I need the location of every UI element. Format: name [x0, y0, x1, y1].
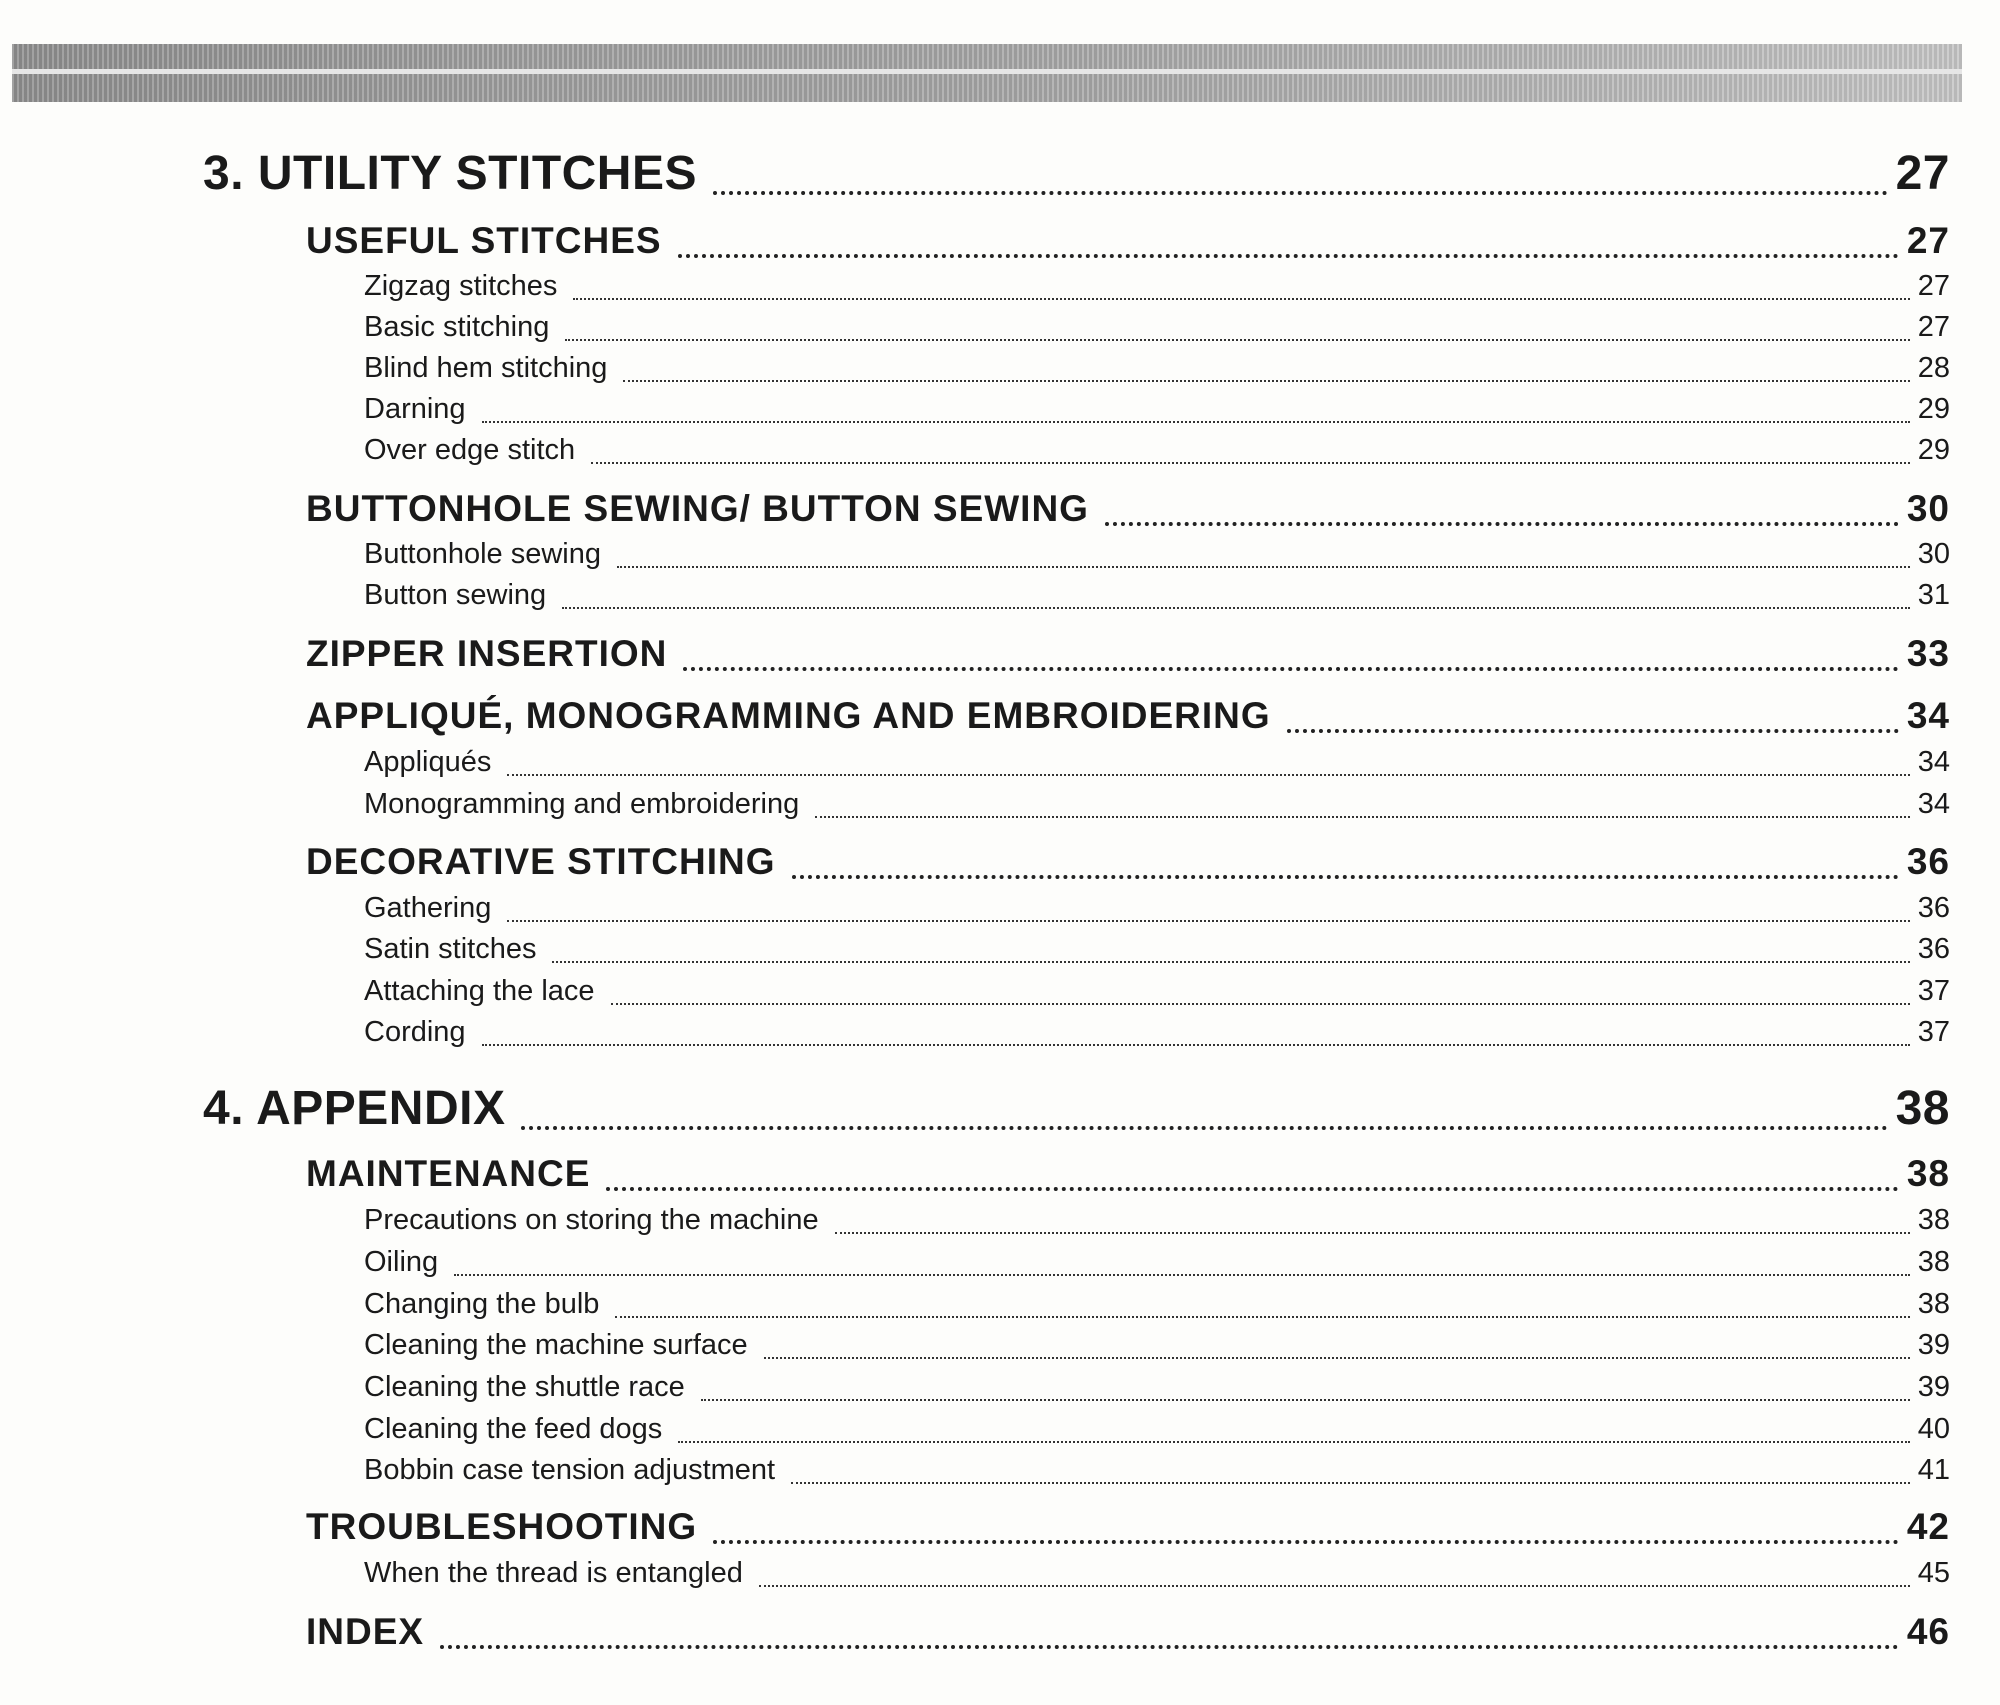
toc-page-number: 39 — [1917, 1329, 1950, 1361]
toc-page-number: 31 — [1917, 579, 1950, 611]
toc-item-title: Attaching the lace — [364, 975, 595, 1007]
toc-item-title: Blind hem stitching — [364, 352, 608, 384]
dot-leader — [606, 1153, 1898, 1199]
toc-page-number: 36 — [1917, 933, 1950, 965]
dot-leader — [1105, 488, 1899, 534]
toc-item-title: Button sewing — [364, 579, 547, 611]
toc-item[interactable] — [364, 1371, 1950, 1407]
toc-page-number: 33 — [1906, 633, 1950, 674]
toc-section[interactable] — [306, 1506, 1950, 1552]
dot-leader — [815, 788, 1910, 824]
toc-section[interactable] — [306, 841, 1950, 887]
toc-item[interactable] — [364, 933, 1950, 969]
dot-leader — [573, 270, 1909, 306]
toc-page-number: 30 — [1906, 488, 1950, 529]
toc-item[interactable] — [364, 434, 1950, 470]
toc-item-title: Buttonhole sewing — [364, 538, 601, 570]
dot-leader — [683, 633, 1898, 679]
toc-page-number: 38 — [1917, 1288, 1950, 1320]
toc-chapter-title: 4. APPENDIX — [203, 1082, 506, 1135]
toc-page-number: 29 — [1917, 434, 1950, 466]
dot-leader — [713, 1506, 1899, 1552]
toc-item-title: Over edge stitch — [364, 434, 576, 466]
toc-item[interactable] — [364, 1413, 1950, 1449]
toc-page-number: 37 — [1917, 975, 1950, 1007]
dot-leader — [678, 220, 1899, 266]
toc-item-title: Appliqués — [364, 746, 492, 778]
dot-leader — [792, 841, 1899, 887]
dot-leader — [562, 579, 1910, 615]
toc-item[interactable] — [364, 788, 1950, 824]
toc-section-title: TROUBLESHOOTING — [306, 1506, 698, 1547]
toc-page-number: 30 — [1917, 538, 1950, 570]
toc-item-title: Zigzag stitches — [364, 270, 558, 302]
dot-leader — [759, 1557, 1910, 1593]
toc-section-title: USEFUL STITCHES — [306, 220, 662, 261]
toc-page-number: 34 — [1917, 746, 1950, 778]
toc-page-number: 41 — [1917, 1454, 1950, 1486]
toc-page-number: 38 — [1895, 1082, 1950, 1135]
dot-leader — [482, 393, 1910, 429]
toc-page-number: 28 — [1917, 352, 1950, 384]
toc-page-number: 36 — [1917, 892, 1950, 924]
dot-leader — [482, 1016, 1910, 1052]
dot-leader — [591, 434, 1910, 470]
dot-leader — [552, 933, 1909, 969]
toc-page-number: 39 — [1917, 1371, 1950, 1403]
dot-leader — [764, 1329, 1910, 1365]
toc-item-title: Satin stitches — [364, 933, 537, 965]
toc-item-title: Precautions on storing the machine — [364, 1204, 819, 1236]
toc-section[interactable] — [306, 220, 1950, 266]
toc-item-title: Darning — [364, 393, 466, 425]
dot-leader — [1287, 695, 1899, 741]
dot-leader — [678, 1413, 1909, 1449]
toc-item-title: Changing the bulb — [364, 1288, 600, 1320]
toc-item-title: Bobbin case tension adjustment — [364, 1454, 776, 1486]
dot-leader — [617, 538, 1910, 574]
dot-leader — [440, 1611, 1899, 1657]
toc-item[interactable] — [364, 975, 1950, 1011]
toc-item[interactable] — [364, 1288, 1950, 1324]
dot-leader — [507, 892, 1909, 928]
toc-section-title: MAINTENANCE — [306, 1153, 591, 1194]
toc-item[interactable] — [364, 311, 1950, 347]
toc-item[interactable] — [364, 1329, 1950, 1365]
toc-page-number: 46 — [1906, 1611, 1950, 1652]
toc-item-title: Monogramming and embroidering — [364, 788, 800, 820]
toc-section-title: APPLIQUÉ, MONOGRAMMING AND EMBROIDERING — [306, 695, 1271, 736]
toc-item-title: Cleaning the machine surface — [364, 1329, 748, 1361]
toc-section-title: ZIPPER INSERTION — [306, 633, 668, 674]
dot-leader — [565, 311, 1909, 347]
toc-item-title: Cleaning the feed dogs — [364, 1413, 663, 1445]
dot-leader — [454, 1246, 1910, 1282]
toc-page-number: 27 — [1917, 270, 1950, 302]
dot-leader — [615, 1288, 1909, 1324]
toc-page-number: 34 — [1917, 788, 1950, 820]
toc-item[interactable] — [364, 270, 1950, 306]
toc-section-title: DECORATIVE STITCHING — [306, 841, 776, 882]
toc-page-number: 36 — [1906, 841, 1950, 882]
toc-section[interactable] — [306, 1611, 1950, 1657]
dot-leader — [791, 1454, 1910, 1490]
toc-item[interactable] — [364, 1454, 1950, 1490]
toc-page-number: 38 — [1917, 1246, 1950, 1278]
toc-item[interactable] — [364, 1016, 1950, 1052]
toc-section[interactable] — [306, 488, 1950, 534]
toc-item[interactable] — [364, 746, 1950, 782]
toc-item[interactable] — [364, 393, 1950, 429]
dot-leader — [835, 1204, 1910, 1240]
dot-leader — [713, 146, 1888, 206]
toc-chapter[interactable] — [203, 1081, 1950, 1141]
toc-page-number: 38 — [1906, 1153, 1950, 1194]
toc-page-number: 34 — [1906, 695, 1950, 736]
toc-item-title: Cording — [364, 1016, 466, 1048]
toc-item-title: Cleaning the shuttle race — [364, 1371, 685, 1403]
dot-leader — [701, 1371, 1910, 1407]
toc-section-title: BUTTONHOLE SEWING/ BUTTON SEWING — [306, 488, 1089, 529]
dot-leader — [521, 1081, 1887, 1141]
toc-page-number: 45 — [1917, 1557, 1950, 1589]
toc-item[interactable] — [364, 1246, 1950, 1282]
toc-section[interactable] — [306, 1153, 1950, 1199]
toc-item-title: When the thread is entangled — [364, 1557, 743, 1589]
toc-chapter-title: 3. UTILITY STITCHES — [203, 147, 697, 200]
toc-page-number: 27 — [1917, 311, 1950, 343]
dot-leader — [623, 352, 1909, 388]
toc-item[interactable] — [364, 538, 1950, 574]
toc-page-number: 40 — [1917, 1413, 1950, 1445]
dot-leader — [611, 975, 1910, 1011]
toc-item-title: Oiling — [364, 1246, 439, 1278]
toc-item-title: Gathering — [364, 892, 492, 924]
toc-chapter[interactable] — [203, 146, 1950, 206]
toc-page-number: 38 — [1917, 1204, 1950, 1236]
toc-item[interactable] — [364, 1204, 1950, 1240]
toc-page-number: 37 — [1917, 1016, 1950, 1048]
toc-item[interactable] — [364, 1557, 1950, 1593]
dot-leader — [507, 746, 1909, 782]
toc-section[interactable] — [306, 633, 1950, 679]
toc-item[interactable] — [364, 579, 1950, 615]
toc-item-title: Basic stitching — [364, 311, 550, 343]
toc-page-number: 42 — [1906, 1506, 1950, 1547]
toc-page-number: 29 — [1917, 393, 1950, 425]
toc-section-title: INDEX — [306, 1611, 425, 1652]
toc-item[interactable] — [364, 352, 1950, 388]
toc-section[interactable] — [306, 695, 1950, 741]
toc-page-number: 27 — [1906, 220, 1950, 261]
toc-item[interactable] — [364, 892, 1950, 928]
toc-page-number: 27 — [1895, 147, 1950, 200]
